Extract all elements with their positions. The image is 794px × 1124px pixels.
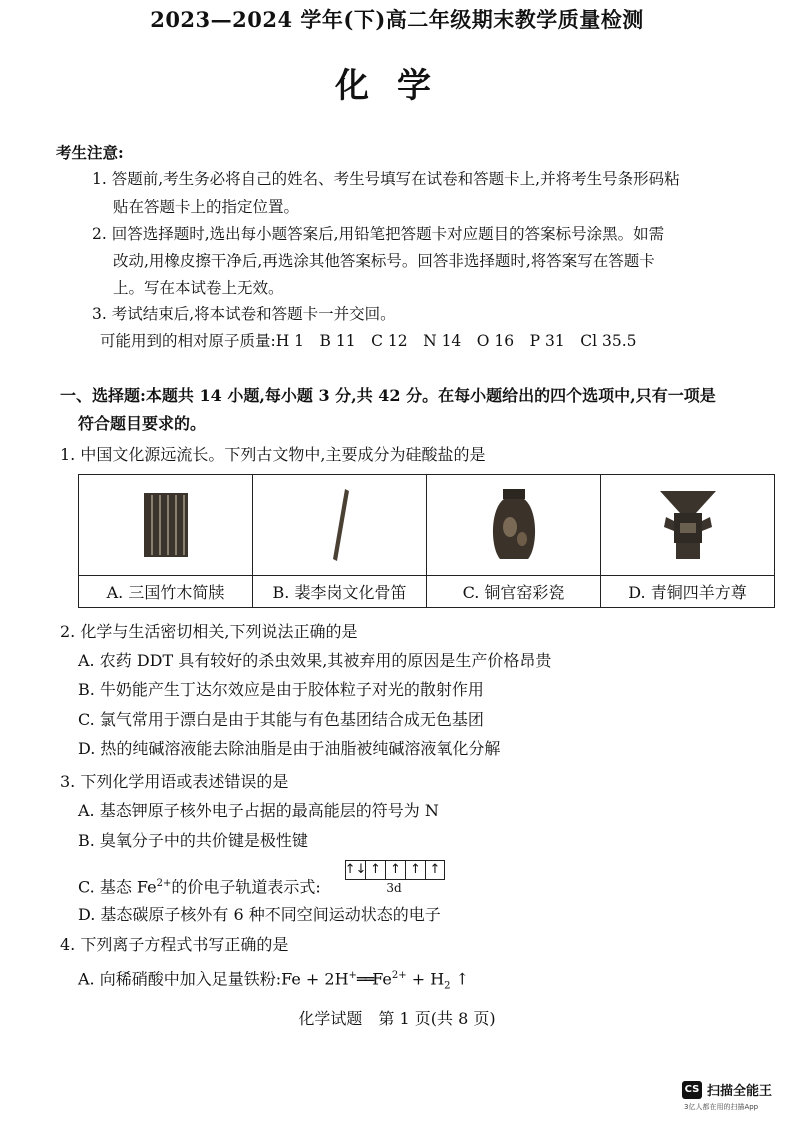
notice-item-2-line-1: 2. 回答选择题时,选出每小题答案后,用铅笔把答题卡对应题目的答案标号涂黑。如需	[92, 225, 665, 243]
h-plus-charge: +	[348, 970, 357, 981]
notice-item-2-line-3: 上。写在本试卷上无效。	[113, 279, 284, 297]
fe-charge: 2+	[156, 878, 172, 889]
exam-title: 2023—2024 学年(下)高二年级期末教学质量检测	[150, 7, 644, 32]
orbital-box-4: ↑	[405, 860, 425, 880]
bamboo-slips-image	[140, 489, 192, 561]
option-c-caption: C. 铜官窑彩瓷	[462, 583, 565, 602]
option-b-caption: B. 裴李岗文化骨笛	[272, 583, 407, 602]
orbital-label: 3d	[386, 880, 402, 895]
question-3-option-d: D. 基态碳原子核外有 6 种不同空间运动状态的电子	[78, 905, 441, 924]
question-4-option-a	[78, 961, 469, 1002]
page-footer: 化学试题 第 1 页(共 8 页)	[298, 1009, 496, 1028]
artifact-cell-a	[79, 475, 253, 607]
option-d-caption: D. 青铜四羊方尊	[628, 583, 747, 602]
notice-item-2-line-2: 改动,用橡皮擦干净后,再选涂其他答案标号。回答非选择题时,将答案写在答题卡	[113, 252, 655, 270]
question-2-option-c: C. 氯气常用于漂白是由于其能与有色基团结合成无色基团	[78, 710, 484, 729]
artifact-table	[78, 474, 775, 608]
fe-ion-charge: 2+	[391, 970, 407, 981]
question-3-option-b: B. 臭氧分子中的共价键是极性键	[78, 831, 308, 850]
scanner-name: 扫描全能王	[707, 1084, 773, 1099]
question-3-option-a: A. 基态钾原子核外电子占据的最高能层的符号为 N	[78, 801, 439, 820]
question-2-option-a: A. 农药 DDT 具有较好的杀虫效果,其被弃用的原因是生产价格昂贵	[78, 651, 552, 670]
option-a-caption: A. 三国竹木简牍	[106, 583, 225, 602]
orbital-box-1: ↑↓	[345, 860, 365, 880]
question-2-option-b: B. 牛奶能产生丁达尔效应是由于胶体粒子对光的散射作用	[78, 680, 484, 699]
artifact-cell-b	[253, 475, 427, 607]
equation-lhs: A. 向稀硝酸中加入足量铁粉:Fe + 2H	[78, 969, 349, 989]
question-4-stem: 4. 下列离子方程式书写正确的是	[60, 935, 289, 954]
gas-arrow: ↑	[450, 969, 470, 989]
question-3-option-c	[78, 869, 321, 902]
section-1-instructions-line-1: 一、选择题:本题共 14 小题,每小题 3 分,共 42 分。在每小题给出的四个选项中,只有一项是	[60, 386, 716, 405]
h2-subscript: 2	[444, 980, 451, 992]
equation-fe: Fe	[372, 969, 392, 989]
question-2-stem: 2. 化学与生活密切相关,下列说法正确的是	[60, 622, 358, 641]
section-1-instructions-line-2: 符合题目要求的。	[78, 414, 207, 433]
scanner-watermark	[682, 1080, 772, 1099]
bone-flute-image	[325, 485, 355, 565]
porcelain-jar-image	[486, 487, 542, 563]
notice-item-1-line-1: 1. 答题前,考生务必将自己的姓名、考生号填写在试卷和答题卡上,并将考生号条形码粘	[92, 170, 680, 188]
equation-h2: + H	[406, 969, 445, 989]
notice-item-3: 3. 考试结束后,将本试卷和答题卡一并交回。	[92, 305, 396, 323]
question-1-stem: 1. 中国文化源远流长。下列古文物中,主要成分为硅酸盐的是	[60, 445, 486, 464]
artifact-cell-c	[427, 475, 601, 607]
orbital-box-5: ↑	[425, 860, 445, 880]
orbital-box-3: ↑	[385, 860, 405, 880]
notice-item-1-line-2: 贴在答题卡上的指定位置。	[113, 198, 300, 216]
atomic-masses: 可能用到的相对原子质量:H 1 B 11 C 12 N 14 O 16 P 31 Cl 35.5	[100, 332, 637, 350]
question-2-option-d: D. 热的纯碱溶液能去除油脂是由于油脂被纯碱溶液氧化分解	[78, 739, 501, 758]
subject-title: 化学	[335, 66, 459, 106]
option-c-suffix: 的价电子轨道表示式:	[171, 877, 321, 897]
scanner-tagline: 3亿人都在用的扫描App	[684, 1103, 759, 1111]
camscanner-logo-icon: CS	[682, 1081, 702, 1099]
equation-equals: ══	[356, 969, 373, 989]
orbital-box-2: ↑	[365, 860, 385, 880]
option-c-prefix: C. 基态 Fe	[78, 877, 157, 897]
question-3-stem: 3. 下列化学用语或表述错误的是	[60, 772, 289, 791]
artifact-cell-d	[601, 475, 774, 607]
bronze-zun-image	[656, 487, 720, 563]
notice-heading: 考生注意:	[56, 143, 124, 162]
orbital-diagram	[343, 859, 445, 895]
